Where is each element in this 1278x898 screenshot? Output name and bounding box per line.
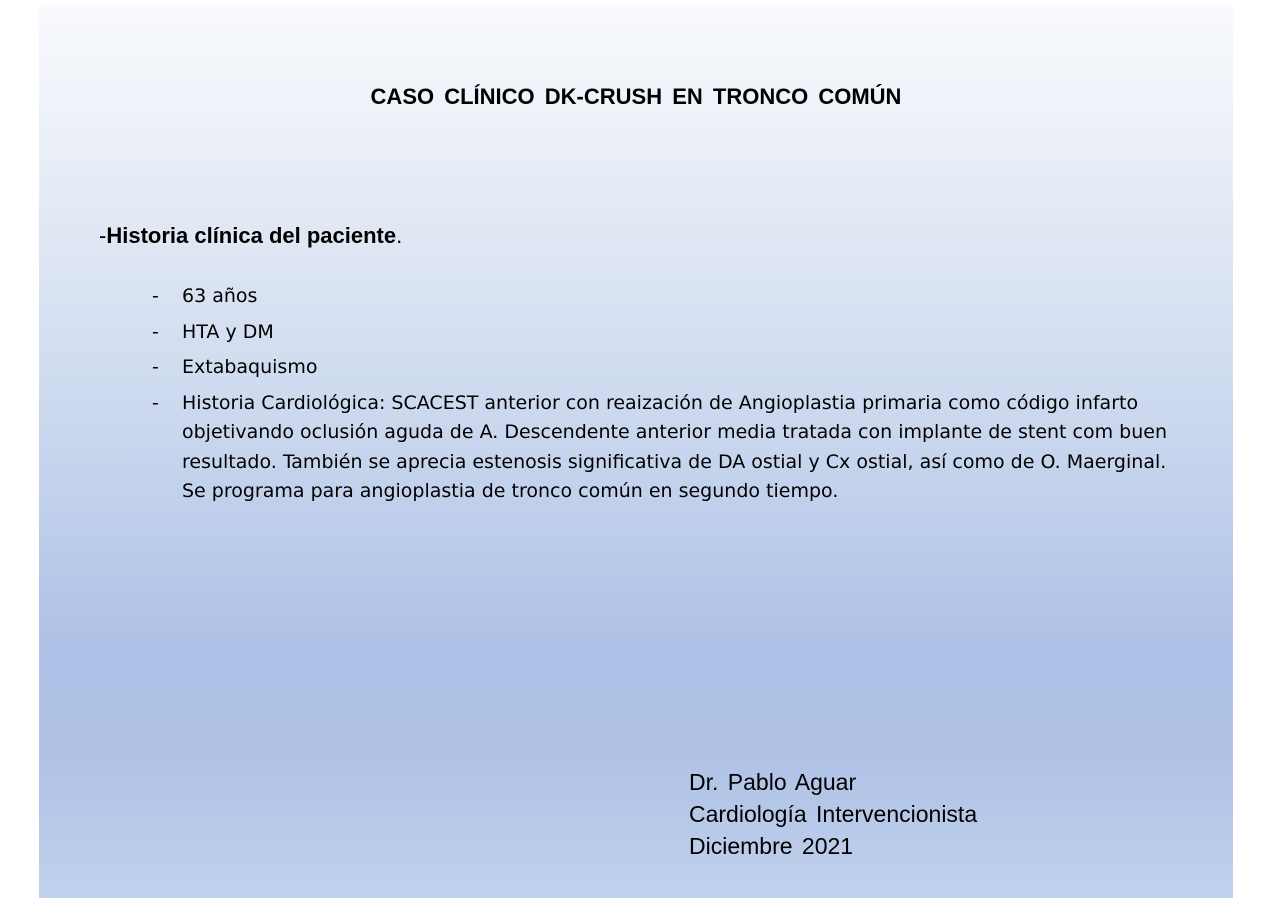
bullet-dash: - [152,356,159,378]
list-item-text: HTA y DM [182,320,274,343]
section-heading [99,223,402,249]
section-heading-text: Historia clínica del paciente [106,223,397,248]
author-name: Dr. Pablo Aguar [689,769,857,795]
bullet-dash: - [152,391,159,414]
list-item [152,353,1172,383]
list-item-text: 63 años [182,285,258,307]
section-heading-suffix: . [396,223,403,248]
list-item-text: Extabaquismo [182,356,318,378]
history-list [152,282,1172,513]
bullet-dash: - [152,285,159,307]
signature-block [689,766,977,862]
list-item-text: Historia Cardiológica: SCACEST anterior con reaización de Angioplastia primaria como código infarto objetivando oclusión aguda de A. Descendente anterior media tratada con implante de stent com buen resultado. También se aprecia estenosis significativa de DA ostial y Cx ostial, así como de O. Maerginal. Se programa para angioplastia de tronco común en segundo tiempo. [182,391,1168,502]
presentation-date: Diciembre 2021 [689,833,854,859]
bullet-dash: - [152,320,159,343]
list-item [152,318,1172,348]
slide-title: CASO CLÍNICO DK-CRUSH EN TRONCO COMÚN [370,84,902,109]
author-department: Cardiología Intervencionista [689,801,978,827]
section-heading-prefix: - [99,223,107,248]
list-item [152,282,1172,312]
list-item [152,389,1172,507]
slide [39,4,1233,898]
